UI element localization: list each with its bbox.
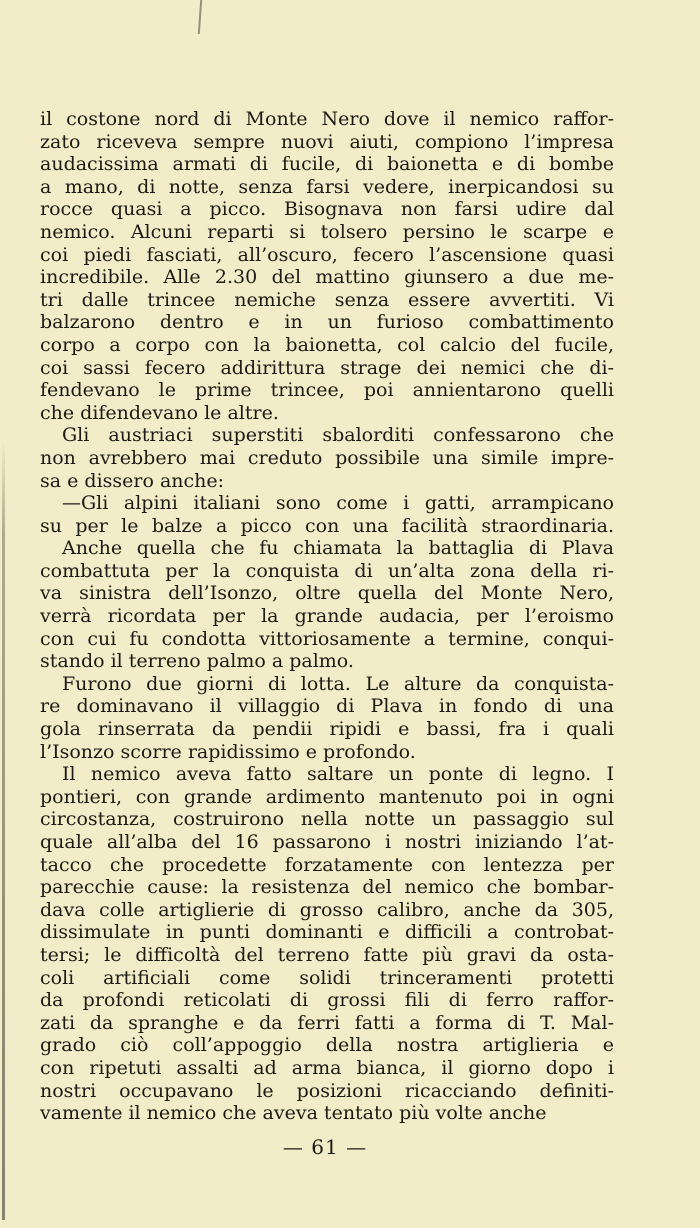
text-line: l’Isonzo scorre rapidissimo e profondo. xyxy=(40,740,416,763)
text-line: Gli austriaci superstiti sbalorditi confessarono che xyxy=(62,424,614,447)
text-line: che difendevano le altre. xyxy=(40,401,279,424)
text-line: va sinistra dell’Isonzo, oltre quella del Monte Nero, xyxy=(40,582,614,605)
text-line: corpo a corpo con la baionetta, col calcio del fucile, xyxy=(40,333,614,356)
margin-pencil-mark xyxy=(198,0,202,34)
text-line: su per le balze a picco con una facilità straordinaria. xyxy=(40,514,614,537)
text-line: audacissima armati di fucile, di baionetta e di bombe xyxy=(40,153,614,176)
text-line: re dominavano il villaggio di Plava in fondo di una xyxy=(40,695,614,718)
text-line: dissimulate in punti dominanti e difficili a controbat- xyxy=(40,921,614,944)
text-line: pontieri, con grande ardimento mantenuto poi in ogni xyxy=(40,785,614,808)
text-line: verrà ricordata per la grande audacia, per l’eroismo xyxy=(40,605,614,628)
text-line: sa e dissero anche: xyxy=(40,469,225,492)
text-line: tacco che procedette forzatamente con lentezza per xyxy=(40,853,614,876)
text-line: dava colle artiglierie di grosso calibro, anche da 305, xyxy=(40,898,614,921)
text-line: coi sassi fecero addirittura strage dei nemici che di- xyxy=(40,356,614,379)
text-line: Il nemico aveva fatto saltare un ponte di legno. I xyxy=(62,763,614,786)
text-line: gola rinserrata da pendii ripidi e bassi, fra i quali xyxy=(40,718,614,741)
text-line: coi piedi fasciati, all’oscuro, fecero l’ascensione quasi xyxy=(40,243,614,266)
text-line: fendevano le prime trincee, poi annientarono quelli xyxy=(40,379,614,402)
text-line: rocce quasi a picco. Bisognava non farsi udire dal xyxy=(40,198,614,221)
text-line: coli artificiali come solidi trinceramenti protetti xyxy=(40,966,614,989)
text-line: non avrebbero mai creduto possibile una simile impre- xyxy=(40,446,614,469)
text-line: nostri occupavano le posizioni ricacciando definiti- xyxy=(40,1079,614,1102)
text-line: Furono due giorni di lotta. Le alture da conquista- xyxy=(62,672,614,695)
page-edge-shadow xyxy=(2,440,5,1220)
text-line: —Gli alpini italiani sono come i gatti, arrampicano xyxy=(62,492,614,515)
text-line: circostanza, costruirono nella notte un passaggio sul xyxy=(40,808,614,831)
text-line: parecchie cause: la resistenza del nemico che bombar- xyxy=(40,876,614,899)
text-line: balzarono dentro e in un furioso combattimento xyxy=(40,311,614,334)
text-line: grado ciò coll’appoggio della nostra artiglieria e xyxy=(40,1034,614,1057)
text-line: a mano, di notte, senza farsi vedere, inerpicandosi su xyxy=(40,175,614,198)
text-line: tersi; le difficoltà del terreno fatte più gravi da osta- xyxy=(40,943,614,966)
text-line: nemico. Alcuni reparti si tolsero persino le scarpe e xyxy=(40,220,614,243)
text-line: incredibile. Alle 2.30 del mattino giunsero a due me- xyxy=(40,266,614,289)
text-line: da profondi reticolati di grossi fili di ferro raffor- xyxy=(40,989,614,1012)
text-line: Anche quella che fu chiamata la battaglia di Plava xyxy=(62,537,614,560)
text-line: combattuta per la conquista di un’alta zona della ri- xyxy=(40,559,614,582)
text-line: stando il terreno palmo a palmo. xyxy=(40,650,354,673)
text-line: vamente il nemico che aveva tentato più volte anche xyxy=(40,1102,547,1125)
text-line: tri dalle trincee nemiche senza essere avvertiti. Vi xyxy=(40,288,614,311)
text-line: con cui fu condotta vittoriosamente a termine, conqui- xyxy=(40,627,614,650)
text-line: quale all’alba del 16 passarono i nostri iniziando l’at- xyxy=(40,831,614,853)
text-line: zati da spranghe e da ferri fatti a forma di T. Mal- xyxy=(40,1011,614,1034)
text-line: con ripetuti assalti ad arma bianca, il giorno dopo i xyxy=(40,1056,614,1079)
page-number: — 61 — xyxy=(282,1135,368,1159)
text-line: zato riceveva sempre nuovi aiuti, compiono l’impresa xyxy=(40,130,614,153)
text-line: il costone nord di Monte Nero dove il nemico raffor- xyxy=(40,108,614,130)
page-body-text xyxy=(40,108,614,1125)
